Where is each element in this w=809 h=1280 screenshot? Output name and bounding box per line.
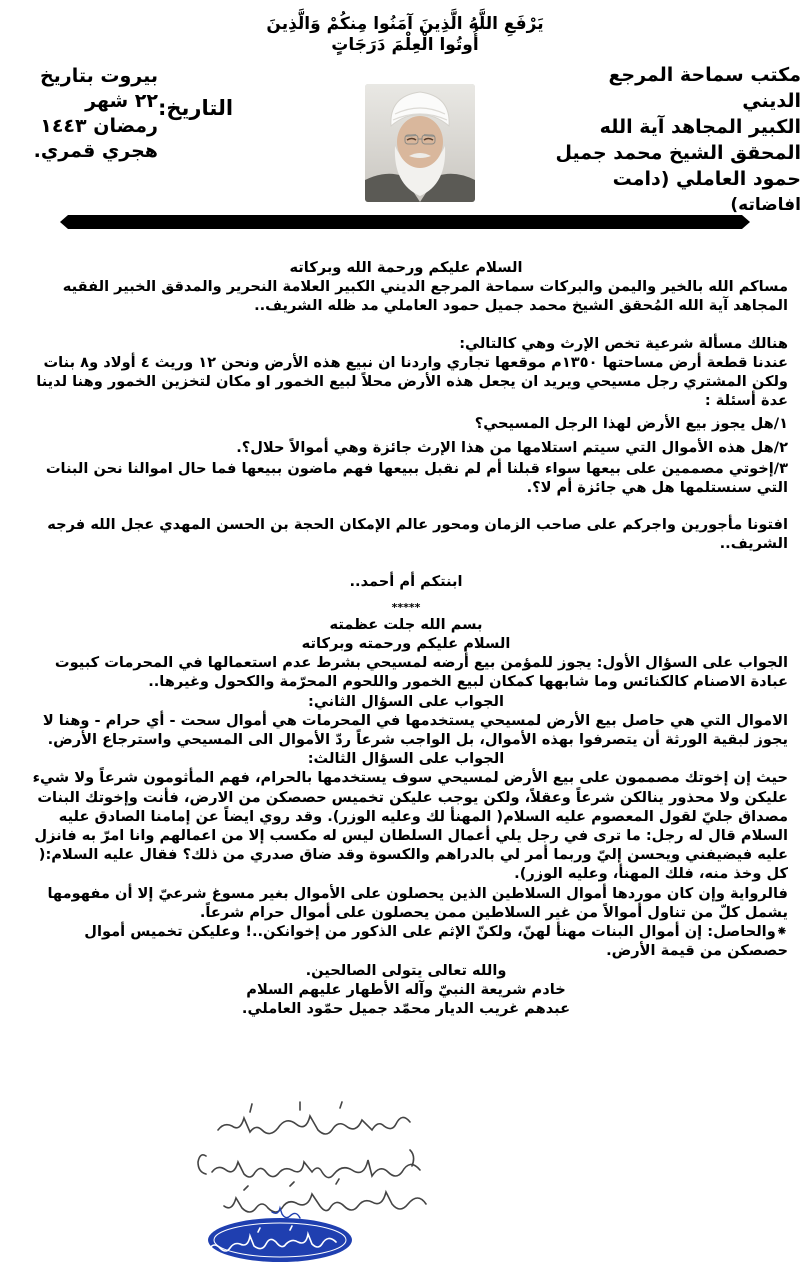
- handwritten-signature: [140, 1100, 440, 1270]
- date-label: التاريخ:: [158, 96, 234, 120]
- quran-verse: [260, 14, 550, 56]
- answer-greeting: السلام عليكم ورحمته وبركاته: [301, 635, 511, 653]
- verse-line-2: أُوتُوا الْعِلْمَ دَرَجَاتٍ: [331, 35, 479, 55]
- question-greeting: السلام عليكم ورحمة الله وبركاته: [289, 259, 523, 276]
- office-line: افاضاته): [730, 195, 801, 215]
- header-divider: [60, 215, 750, 229]
- question-request: افتونا مأجورين واجركم على صاحب الزمان ومحور عالم الإمكان الحجة بن الحسن المهدي عجل الله فرجه الشريف..: [47, 516, 788, 553]
- answer-narration: فالرواية وإن كان موردها أموال السلاطين الذين يحصلون على الأموال بغير مسوغ شرعيّ إلا أن مفهومها يشمل كلّ من تناول أموالاً من غير السلاطين ممن يحصلون على أموال حرام شرعاً.: [47, 884, 788, 921]
- office-title: [551, 62, 801, 218]
- closing-line-3: عبدهم غريب الديار محمّد جميل حمّود العاملي.: [241, 999, 571, 1017]
- separator-stars: *****: [391, 600, 421, 614]
- cleric-portrait: [365, 84, 475, 202]
- answer-2-title: الجواب على السؤال الثاني:: [308, 692, 504, 710]
- office-line: الكبير المجاهد آية الله: [599, 116, 801, 138]
- answer-basmala: بسم الله جلت عظمته: [329, 615, 483, 633]
- date-line: ٢٢ شهر: [85, 90, 158, 112]
- date-line: هجري قمري.: [33, 140, 158, 162]
- date-block: [18, 64, 158, 164]
- document-body: [24, 258, 788, 1018]
- stamp: [208, 1208, 352, 1262]
- date-line: بيروت بتاريخ: [39, 65, 158, 87]
- portrait-image: [365, 84, 475, 202]
- answer-3-title: الجواب على السؤال الثالث:: [307, 750, 505, 768]
- question-2: ٢/هل هذه الأموال التي سيتم استلامها من هذا الإرث جائزة وهي أموالاً حلال؟.: [236, 438, 788, 456]
- answer-3: حيث إن إخوتك مصممون على بيع الأرض لمسيحي سوف يستخدمها بالحرام، فهم المأثومون شرعاً ولا شيء عليكن ولا محذور ينالكن شرعاً وعقلاً، ولكن يوجب عليكن تخميس حصصكن من الارض، فأنت وإخوتك البنات مصداق جليّ لقول المعصوم عليه السلام( المهنأ لك وعليه الوزر). وقد روي ايضاً عن إمامنا الصادق عليه السلام قال له رجل: ما ترى في رجل يلي أعمال السلطان ليس له مكسب إلا من اعمالهم وانا امرّ به فانزل عليه فيضيفني ويحسن إليّ وربما أمر لي بالدراهم والكسوة وقد ضاق صدري من ذلك؟ فقال عليه السلام:( كل وخذ منه، فلك المهنأ، وعليه الوزر).: [32, 769, 788, 883]
- office-line: حمود العاملي (دامت: [612, 168, 801, 190]
- question-case: عندنا قطعة أرض مساحتها ١٣٥٠م موقعها تجاري واردنا ان نبيع هذه الأرض ونحن ١٢ وريث ٤ أولاد و٨ بنات ولكن المشتري رجل مسيحي ويريد ان يجعل هذه الأرض محلاً لبيع الخمور او مكان لتخزين الخمور وهنا لدينا عدة أسئلة :: [36, 353, 788, 410]
- question-intro: مساكم الله بالخير واليمن والبركات سماحة المرجع الديني الكبير العلامة النحرير والمدقق الخبير الفقيه المجاهد آية الله المُحقق الشيخ محمد جميل حمود العاملي مد ظله الشريف..: [62, 278, 788, 315]
- answer-2: الاموال التي هي حاصل بيع الأرض لمسيحي يستخدمها في المحرمات هي أموال سحت - أي حرام - وهنا لا يجوز لبقية الورثة أن يتصرفوا بهذه الأموال، بل الواجب شرعاً ردّ الأموال الى المسيحي واسترجاع الأرض.: [42, 711, 788, 749]
- answer-conclusion: ⁕والحاصل: إن أموال البنات مهنأ لهنّ، ولكنّ الإثم على الذكور من إخوانكن..! وعليكن تخميس أموال حصصكن من قيمة الأرض.: [84, 923, 788, 960]
- question-1: ١/هل يجوز بيع الأرض لهذا الرجل المسيحي؟: [474, 415, 788, 433]
- question-3: ٣/إخوتي مصممين على بيعها سواء قبلنا أم لم نقبل ببيعها فهم ماضون ببيعها فما حال اموالنا نحن البنات التي سنستلمها هل هي جائزة أم لا؟.: [45, 459, 788, 497]
- office-line: المحقق الشيخ محمد جميل: [555, 142, 801, 164]
- question-sender: ابنتكم أم أحمد..: [349, 572, 463, 590]
- closing-line-1: والله تعالى يتولى الصالحين.: [305, 961, 507, 979]
- date-line: رمضان ١٤٤٣: [40, 115, 158, 137]
- verse-line-1: يَرْفَعِ اللَّهُ الَّذِينَ آمَنُوا مِنكُمْ وَالَّذِينَ: [266, 14, 544, 34]
- question-topic: هنالك مسألة شرعية تخص الإرث وهي كالتالي:: [459, 334, 788, 352]
- answer-1: الجواب على السؤال الأول: يجوز للمؤمن بيع أرضه لمسيحي بشرط عدم استعمالها في المحرمات كبيوت عبادة الاصنام كالكنائس وما شابهها كمكان لبيع الخمور واللحوم المحرّمة والكحول وغيرها..: [54, 654, 788, 691]
- office-line: مكتب سماحة المرجع الديني: [608, 64, 801, 112]
- closing-line-2: خادم شريعة النبيّ وآله الأطهار عليهم السلام: [246, 980, 566, 998]
